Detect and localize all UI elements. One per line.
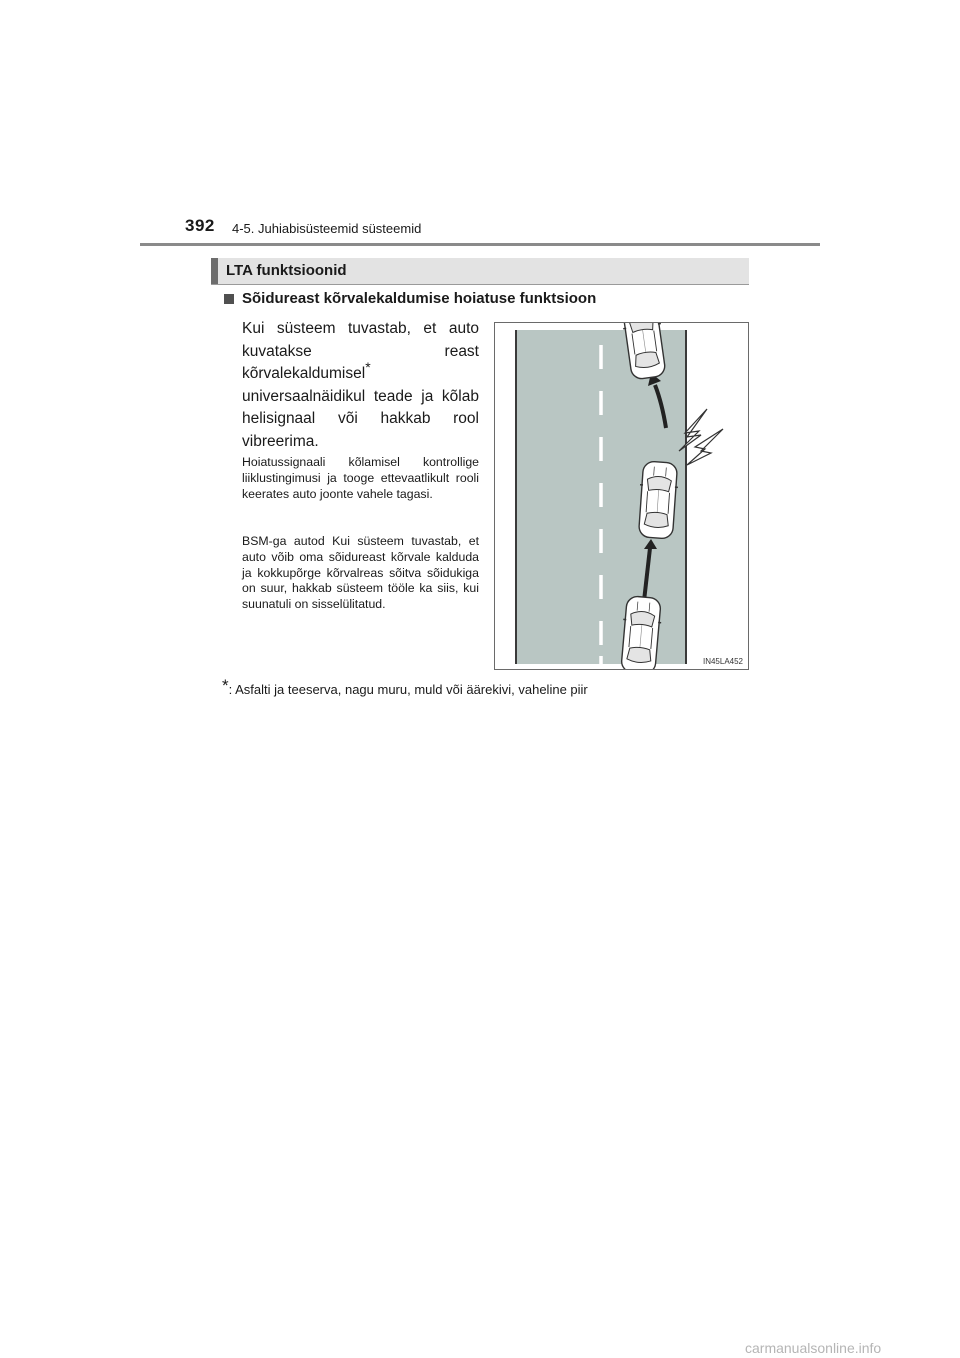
illustration-code: IN45LA452 [702, 657, 743, 666]
main-text-end: universaalnäidikul teade ja kõlab helisignaal või hakkab rool vibreerima. [242, 387, 479, 450]
footnote-text: : Asfalti ja teeserva, nagu muru, muld või äärekivi, vaheline piir [228, 682, 588, 697]
asterisk-mark: * [365, 359, 371, 376]
footnote-asterisk: * [222, 676, 229, 695]
subsection-title: Sõidureast kõrvalekaldumise hoiatuse funktsioon [242, 290, 597, 307]
square-bullet-icon [224, 294, 234, 304]
lane-departure-illustration [494, 322, 749, 670]
main-paragraph [242, 318, 479, 454]
car-icon [636, 461, 679, 539]
section-marker [211, 258, 218, 284]
main-text-start: Kui süsteem tuvastab, et auto kuvatakse reast kõrvalekaldumisel [242, 320, 479, 383]
footnote [222, 676, 588, 699]
section-title: LTA funktsioonid [226, 262, 347, 279]
page-number: 392 [185, 216, 215, 235]
section-heading [211, 258, 749, 285]
note-bsm: BSM-ga autod Kui süsteem tuvastab, et auto võib oma sõidureast kõrvale kalduda ja kokkupõrge kõrvalreas sõitva sõidukiga on suur, hakkab süsteem tööle ka siis, kui suunatuli on sisselülitatud. [242, 534, 479, 612]
watermark: carmanualsonline.info [745, 1340, 882, 1356]
chapter-title: 4-5. Juhiabisüsteemid süsteemid [232, 221, 422, 236]
note-warning: Hoiatussignaali kõlamisel kontrollige liiklustingimusi ja tooge ettevaatlikult rooli keerates auto joonte vahele tagasi. [242, 455, 479, 501]
header-divider [140, 243, 820, 246]
